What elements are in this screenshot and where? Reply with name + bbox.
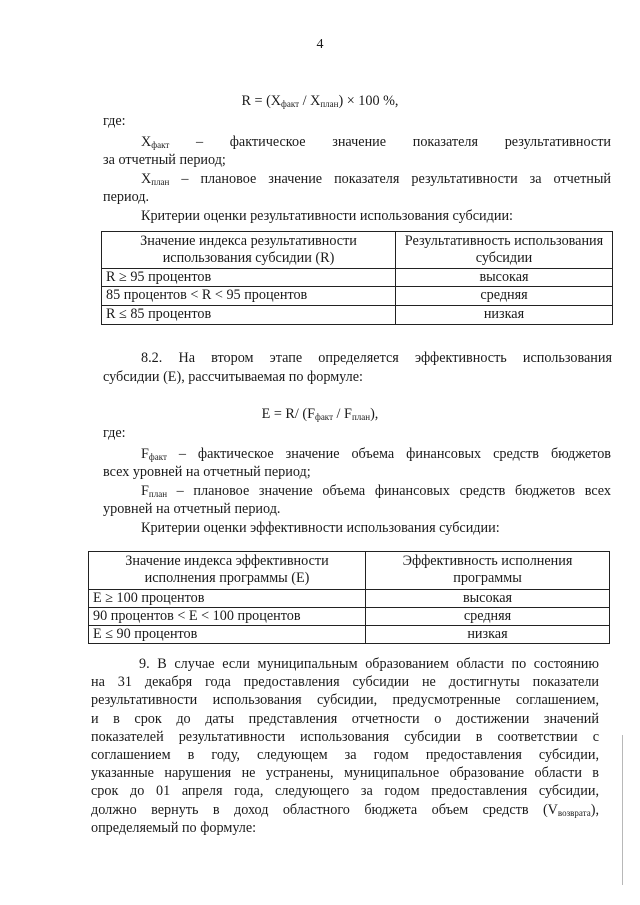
para-9-line10: определяемый по формуле:: [91, 820, 257, 836]
table-e-cond-1: 90 процентов < E < 100 процентов: [89, 608, 366, 626]
criteria-r-table: [101, 231, 613, 325]
table-r-value-1: средняя: [396, 287, 613, 306]
xplan-definition-line1: $Х_{план}$ – плановое значение показателя результативности за отчетный: [141, 171, 611, 187]
ffact-definition-line2: всех уровней на отчетный период;: [103, 464, 311, 480]
table-e-cond-2: E ≤ 90 процентов: [89, 626, 366, 644]
xplan-definition-line2: период.: [103, 189, 150, 205]
para-9-line8: срок до 01 апреля года, следующего за годом предоставления субсидии,: [91, 783, 599, 799]
table-e-cond-0: E ≥ 100 процентов: [89, 590, 366, 608]
table-r-cond-0: R ≥ 95 процентов: [102, 269, 396, 287]
para-9-line3: результативности использования субсидии, предусмотренные соглашением,: [91, 692, 599, 708]
table-r-header-right: Результативность использования субсидии: [396, 232, 613, 269]
page-number: 4: [316, 37, 324, 52]
table-r-value-2: низкая: [396, 306, 613, 325]
table-e-header-right: Эффективность исполнения программы: [366, 552, 610, 590]
criteria-e-title: Критерии оценки эффективности использования субсидии:: [141, 520, 500, 536]
fplan-definition-line2: уровней на отчетный период.: [103, 501, 281, 517]
xfact-definition-line1: $Х_{факт}$ – фактическое значение показателя результативности: [141, 134, 611, 150]
table-e-value-1: средняя: [366, 608, 610, 626]
table-e-header-left: Значение индекса эффективности исполнения программы (E): [89, 552, 366, 590]
para-9-line2: на 31 декабря года предоставления субсидии не достигнуты показатели: [91, 674, 599, 690]
fplan-definition-line1: $F_{план}$ – плановое значение объема финансовых средств бюджетов всех: [141, 483, 611, 499]
para-9-line7: указанные нарушения не устранены, муниципальное образование области в: [91, 765, 599, 781]
where-label-1: где:: [103, 113, 126, 129]
scan-artifact: [622, 735, 623, 885]
table-r-value-0: высокая: [396, 269, 613, 287]
table-r-header-left: Значение индекса результативности использования субсидии (R): [102, 232, 396, 269]
para-9-line4: и в срок до даты представления отчетности о достижении значений: [91, 711, 599, 727]
para-9-line9: должно вернуть в доход областного бюджета объем средств $(V_{возврата})$,: [91, 802, 599, 818]
table-r-cond-1: 85 процентов < R < 95 процентов: [102, 287, 396, 306]
table-e-value-0: высокая: [366, 590, 610, 608]
formula-r: $R = (Х_{факт} / Х_{план}) \times 100$ %,: [241, 93, 399, 109]
table-e-value-2: низкая: [366, 626, 610, 644]
para-9-line1: 9. В случае если муниципальным образованием области по состоянию: [139, 656, 599, 672]
para-9-line6: соглашением в году, следующем за годом предоставления субсидии,: [91, 747, 599, 763]
para-9-line5: показателей результативности использования субсидии в соответствии с: [91, 729, 599, 745]
para-8-2-line1: 8.2. На втором этапе определяется эффективность использования: [141, 350, 612, 366]
formula-e: E = R/ $(F_{факт} / F_{план})$,: [261, 406, 379, 422]
where-label-2: где:: [103, 425, 126, 441]
criteria-e-table: [88, 551, 610, 644]
para-8-2-line2: субсидии (E), рассчитываемая по формуле:: [103, 369, 363, 385]
xfact-definition-line2: за отчетный период;: [103, 152, 226, 168]
criteria-r-title: Критерии оценки результативности использования субсидии:: [141, 208, 513, 224]
table-r-cond-2: R ≤ 85 процентов: [102, 306, 396, 325]
ffact-definition-line1: $F_{факт}$ – фактическое значение объема финансовых средств бюджетов: [141, 446, 611, 462]
